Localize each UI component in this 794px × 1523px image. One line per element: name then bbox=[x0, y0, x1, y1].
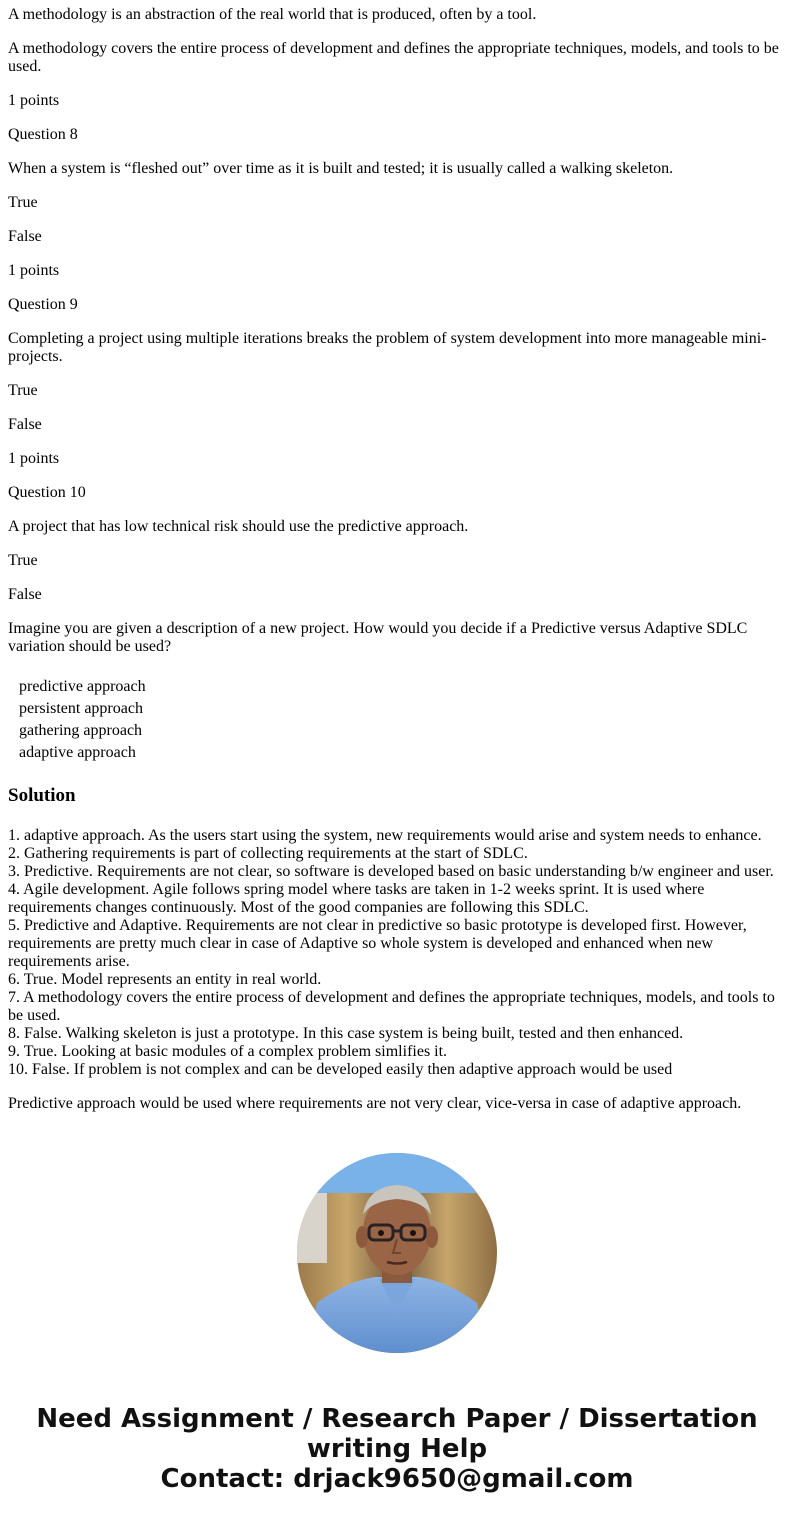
solution-line: 1. adaptive approach. As the users start using the system, new requirements would arise and system needs to enhance. bbox=[8, 827, 762, 844]
option-adaptive-approach[interactable]: adaptive approach bbox=[19, 744, 136, 761]
author-photo bbox=[297, 1153, 497, 1353]
question-points: 1 points bbox=[8, 450, 60, 467]
answer-option-true[interactable]: True bbox=[8, 194, 38, 211]
option-persistent-approach[interactable]: persistent approach bbox=[19, 700, 143, 717]
answer-option-false[interactable]: False bbox=[8, 416, 42, 433]
extra-question-text: Imagine you are given a description of a new project. How would you decide if a Predictive versus Adaptive SDLC variation should be used? bbox=[8, 620, 748, 655]
question-title: Question 10 bbox=[8, 484, 86, 501]
question-points: 1 points bbox=[8, 262, 60, 279]
answer-option-false[interactable]: False bbox=[8, 228, 42, 245]
solution-line: 10. False. If problem is not complex and can be developed easily then adaptive approach would be used bbox=[8, 1061, 673, 1078]
solution-line: 2. Gathering requirements is part of collecting requirements at the start of SDLC. bbox=[8, 845, 528, 862]
banner-contact[interactable]: Contact: drjack9650@gmail.com bbox=[160, 1464, 634, 1494]
option-predictive-approach[interactable]: predictive approach bbox=[19, 678, 146, 695]
solution-list bbox=[8, 827, 786, 1079]
question-text: Completing a project using multiple iterations breaks the problem of system development into more manageable mini-projects. bbox=[8, 330, 767, 365]
solution-line: 7. A methodology covers the entire process of development and defines the appropriate techniques, models, and tools to be used. bbox=[8, 989, 775, 1024]
answer-option-true[interactable]: True bbox=[8, 382, 38, 399]
contact-banner bbox=[0, 1404, 794, 1494]
document-body bbox=[8, 6, 786, 1129]
avatar bbox=[297, 1153, 497, 1353]
banner-line-1: Need Assignment / Research Paper / Dissertation bbox=[36, 1404, 758, 1434]
question-points: 1 points bbox=[8, 92, 60, 109]
question-text: A project that has low technical risk should use the predictive approach. bbox=[8, 518, 469, 535]
solution-heading: Solution bbox=[8, 785, 76, 806]
solution-line: 9. True. Looking at basic modules of a complex problem simlifies it. bbox=[8, 1043, 448, 1060]
solution-line: 3. Predictive. Requirements are not clear, so software is developed based on basic understanding b/w engineer and user. bbox=[8, 863, 774, 880]
solution-line: 6. True. Model represents an entity in real world. bbox=[8, 971, 322, 988]
solution-line: 4. Agile development. Agile follows spring model where tasks are taken in 1-2 weeks sprint. It is used where requirements changes continuously. Most of the good companies are following this SDLC. bbox=[8, 881, 705, 916]
option-gathering-approach[interactable]: gathering approach bbox=[19, 722, 143, 739]
solution-line: 8. False. Walking skeleton is just a prototype. In this case system is being built, tested and then enhanced. bbox=[8, 1025, 684, 1042]
answer-option-false[interactable]: False bbox=[8, 586, 42, 603]
solution-line: 5. Predictive and Adaptive. Requirements are not clear in predictive so basic prototype is developed first. However, requirements are pretty much clear in case of Adaptive so whole system is developed and enhanced when new requirements arise. bbox=[8, 917, 747, 970]
answer-option-true[interactable]: True bbox=[8, 552, 38, 569]
question-title: Question 9 bbox=[8, 296, 78, 313]
solution-closing: Predictive approach would be used where requirements are not very clear, vice-versa in case of adaptive approach. bbox=[8, 1095, 742, 1112]
question-text: When a system is “fleshed out” over time as it is built and tested; it is usually called a walking skeleton. bbox=[8, 160, 674, 177]
intro-line-1: A methodology is an abstraction of the real world that is produced, often by a tool. bbox=[8, 6, 537, 23]
intro-line-2: A methodology covers the entire process of development and defines the appropriate techniques, models, and tools to be used. bbox=[8, 40, 779, 75]
question-title: Question 8 bbox=[8, 126, 78, 143]
extra-question-options bbox=[19, 676, 786, 764]
banner-line-2: writing Help bbox=[306, 1434, 488, 1464]
